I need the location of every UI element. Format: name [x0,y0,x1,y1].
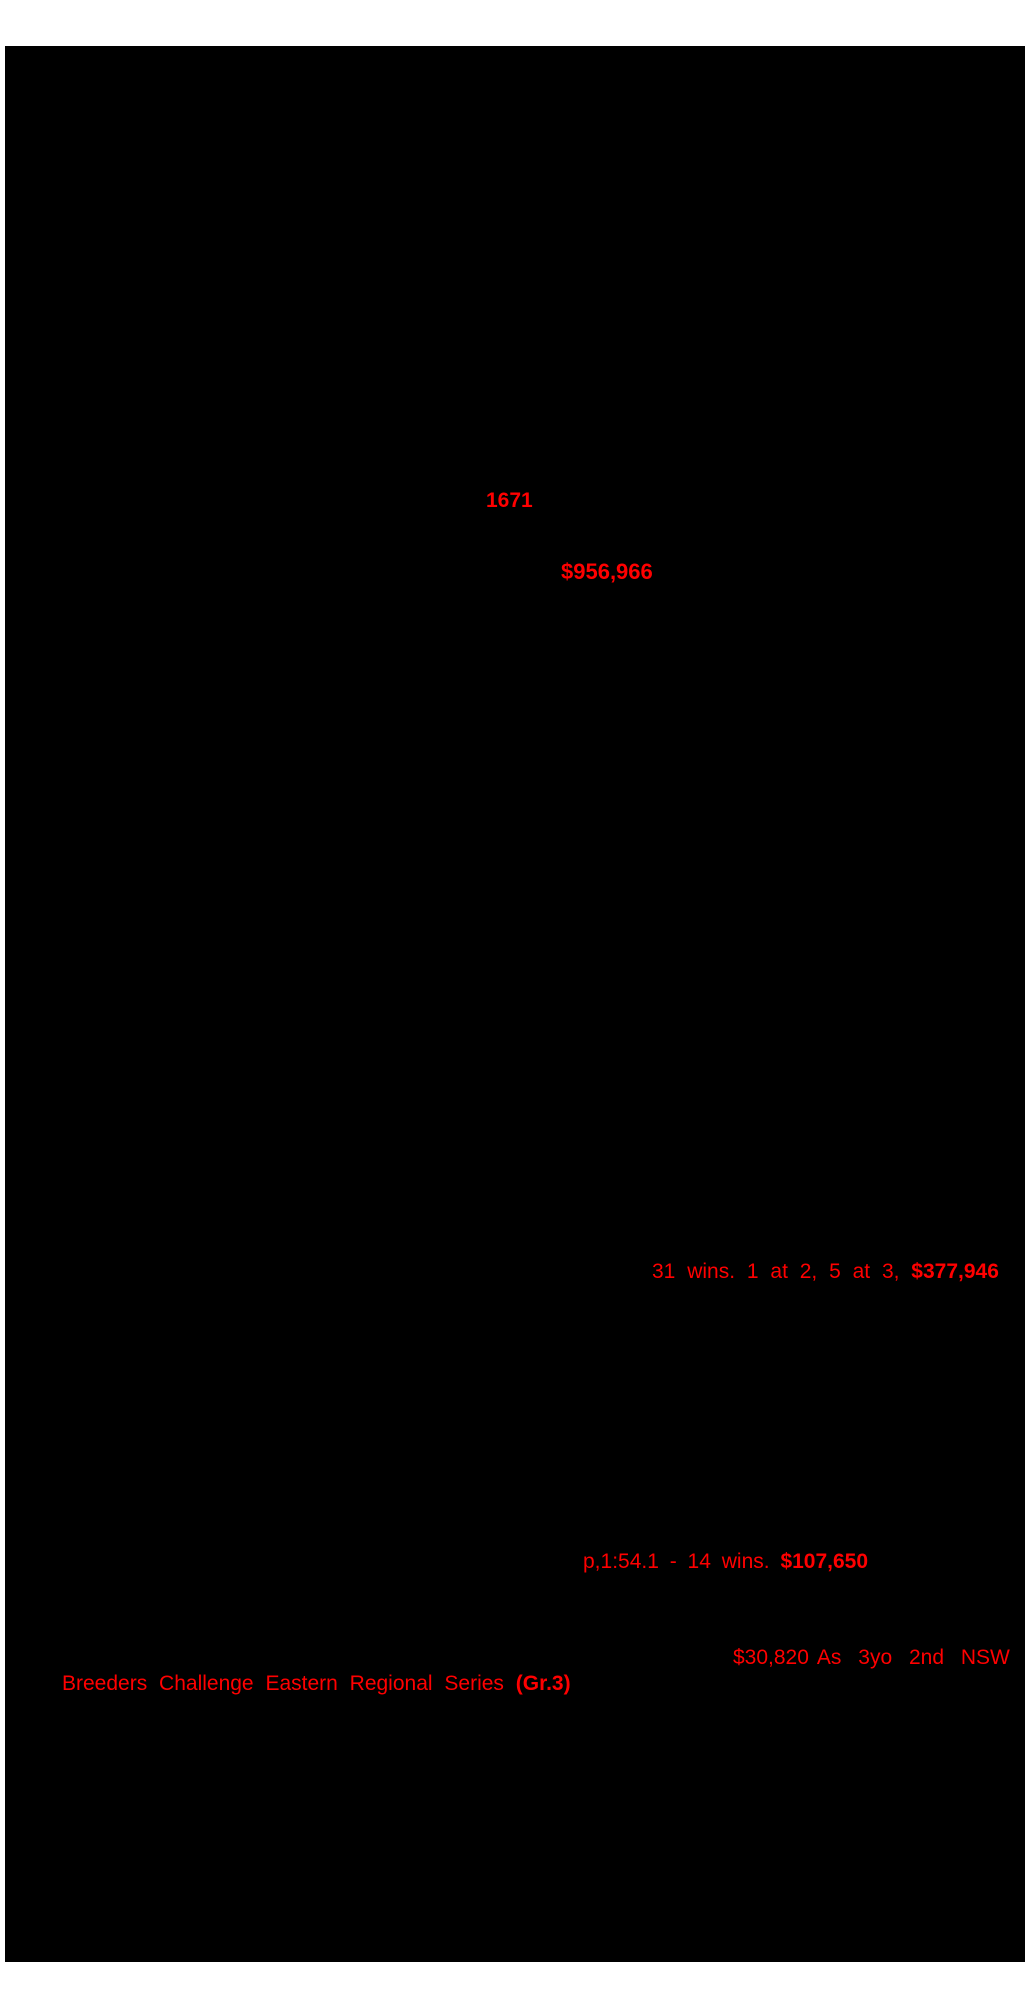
stake-amount: $30,820 [733,1646,809,1669]
highlight-stake-earnings-line [733,1647,1010,1668]
highlight-sire-earnings [561,561,653,583]
sire-earnings-value: $956,966 [561,559,653,584]
race-record-text: 31 wins. 1 at 2, 5 at 3, [652,1260,912,1283]
highlight-foal-count [486,490,533,511]
stake-placing-text: As 3yo 2nd NSW [816,1646,1010,1669]
highlight-stake-race-name-line [62,1673,571,1694]
highlight-race-record [652,1261,999,1282]
time-record-text: p,1:54.1 - 14 wins. [583,1550,781,1573]
foal-count-value: 1671 [486,489,533,512]
stake-race-group: (Gr.3) [515,1672,571,1695]
time-record-amount: $107,650 [780,1550,869,1573]
race-record-amount: $377,946 [911,1260,999,1283]
highlight-time-record [583,1551,868,1572]
document-page [5,46,1025,1962]
stake-race-name: Breeders Challenge Eastern Regional Series [62,1672,516,1695]
